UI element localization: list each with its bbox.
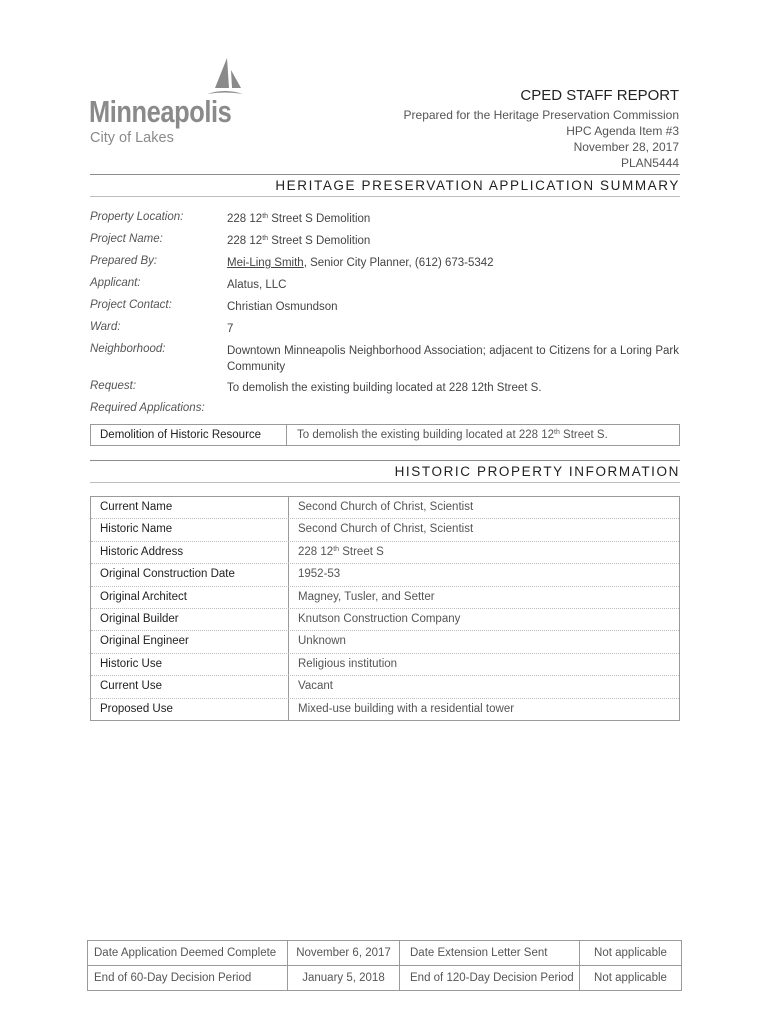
date-label: Date Extension Letter Sent	[400, 941, 580, 965]
historic-section-heading: HISTORIC PROPERTY INFORMATION	[90, 460, 680, 483]
report-title: CPED STAFF REPORT	[520, 87, 679, 104]
prepared-by-value: Mei-Ling Smith, Senior City Planner, (612) 673-5342	[227, 257, 494, 269]
property-location-label: Property Location:	[90, 211, 184, 223]
row-value: Second Church of Christ, Scientist	[298, 523, 474, 536]
row-value: Religious institution	[298, 657, 398, 670]
table-row	[91, 654, 679, 676]
table-row	[88, 965, 681, 990]
ward-value: 7	[227, 323, 234, 335]
date-label: End of 120-Day Decision Period	[400, 966, 580, 990]
property-location-value: 228 12th Street S Demolition	[227, 213, 371, 225]
required-application-description: To demolish the existing building located at 228 12th Street S.	[297, 429, 608, 441]
project-contact-value: Christian Osmundson	[227, 301, 338, 313]
prepared-by-label: Prepared By:	[90, 255, 158, 267]
decision-dates-table	[87, 940, 682, 991]
summary-section-heading: HERITAGE PRESERVATION APPLICATION SUMMARY	[90, 174, 680, 197]
ward-label: Ward:	[90, 321, 121, 333]
table-row	[91, 676, 679, 698]
project-contact-label: Project Contact:	[90, 299, 172, 311]
row-value: Unknown	[298, 635, 346, 648]
planner-email-link[interactable]: Mei-Ling Smith	[227, 257, 304, 269]
row-label: Original Architect	[91, 587, 289, 608]
table-row	[91, 497, 679, 519]
table-row	[91, 564, 679, 586]
date-label: Date Application Deemed Complete	[88, 941, 288, 965]
neighborhood-value: Downtown Minneapolis Neighborhood Association; adjacent to Citizens for a Loring Park Community	[227, 345, 679, 373]
row-label: Current Name	[91, 497, 289, 518]
project-name-label: Project Name:	[90, 233, 163, 245]
row-value: Vacant	[298, 680, 333, 693]
table-row	[91, 519, 679, 541]
project-name-value: 228 12th Street S Demolition	[227, 235, 371, 247]
row-label: Proposed Use	[91, 699, 289, 720]
date-value: November 6, 2017	[288, 941, 400, 965]
city-logo-name: Minneapolis	[89, 94, 232, 129]
table-row	[91, 542, 679, 564]
table-row	[91, 587, 679, 609]
neighborhood-label: Neighborhood:	[90, 343, 166, 355]
table-row	[91, 699, 679, 720]
table-row	[88, 941, 681, 965]
table-row	[91, 631, 679, 653]
row-label: Current Use	[91, 676, 289, 697]
date-value: Not applicable	[594, 947, 667, 959]
row-value: 228 12th Street S	[298, 545, 384, 558]
report-prepared-for: Prepared for the Heritage Preservation Commission	[403, 108, 679, 122]
report-plan-number: PLAN5444	[620, 156, 679, 170]
required-application-name: Demolition of Historic Resource	[91, 425, 287, 445]
row-value: Knutson Construction Company	[298, 612, 461, 625]
report-date: November 28, 2017	[573, 140, 679, 154]
row-label: Original Construction Date	[91, 564, 289, 585]
request-value: To demolish the existing building located at 228 12th Street S.	[227, 382, 542, 394]
required-application-table	[90, 424, 680, 446]
historic-property-table	[90, 496, 680, 721]
table-row	[91, 609, 679, 631]
request-label: Request:	[90, 380, 137, 392]
row-value: 1952-53	[298, 568, 341, 581]
required-applications-label: Required Applications:	[90, 402, 205, 414]
report-agenda-item: HPC Agenda Item #3	[566, 124, 679, 138]
row-value: Magney, Tusler, and Setter	[298, 590, 435, 603]
applicant-label: Applicant:	[90, 277, 141, 289]
row-label: Original Engineer	[91, 631, 289, 652]
date-value: Not applicable	[594, 972, 667, 984]
date-value: January 5, 2018	[288, 966, 400, 990]
date-label: End of 60-Day Decision Period	[88, 966, 288, 990]
row-label: Historic Use	[91, 654, 289, 675]
row-label: Historic Name	[91, 519, 289, 540]
row-value: Mixed-use building with a residential tower	[298, 702, 515, 715]
row-label: Original Builder	[91, 609, 289, 630]
applicant-value: Alatus, LLC	[227, 279, 287, 291]
city-logo-tagline: City of Lakes	[90, 130, 174, 146]
report-header	[404, 86, 679, 171]
row-value: Second Church of Christ, Scientist	[298, 501, 474, 513]
row-label: Historic Address	[91, 542, 289, 563]
